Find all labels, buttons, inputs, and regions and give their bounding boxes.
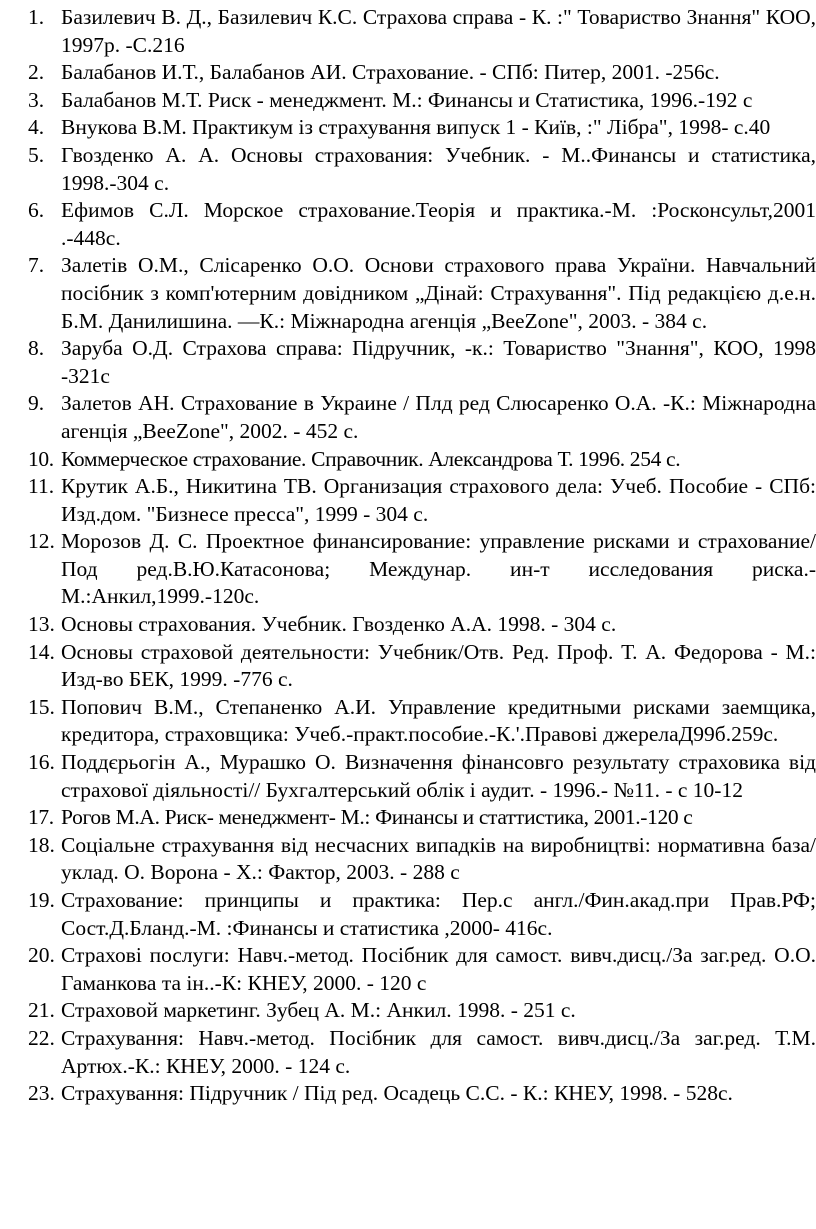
reference-number: 5. [28, 142, 45, 167]
reference-number: 22. [28, 1025, 55, 1050]
reference-number: 7. [28, 253, 45, 278]
reference-item [28, 87, 816, 115]
reference-text: Рогов М.А. Риск- менеджмент- М.: Финансы и статтистика, 2001.-120 с [61, 805, 693, 830]
reference-item [28, 997, 816, 1025]
reference-text: Балабанов М.Т. Риск - менеджмент. М.: Финансы и Статистика, 1996.-192 с [61, 87, 753, 112]
reference-item [28, 694, 816, 749]
reference-text: Морозов Д. С. Проектное финансирование: управление рисками и страхование/Под ред.В.Ю.Катасонова; Междунар. ин-т исследования риска.-М.:Анкил,1999.-120с. [61, 529, 816, 609]
reference-item [28, 446, 816, 474]
reference-item [28, 528, 816, 611]
reference-number: 11. [28, 474, 55, 499]
reference-item [28, 4, 816, 59]
reference-number: 2. [28, 60, 45, 85]
reference-item [28, 1080, 816, 1108]
reference-text: Страхование: принципы и практика: Пер.с англ./Фин.акад.при Прав.РФ; Сост.Д.Бланд.-М. :Финансы и статистика ,2000- 416с. [61, 888, 816, 940]
reference-text: Залетів О.М., Слісаренко О.О. Основи страхового права України. Навчальний посібник з комп'ютерним довідником „Дінай: Страхування". Під редакцією д.е.н. Б.М. Данилишина. —К.: Міжнародна агенція „BeeZone", 2003. - 384 с. [61, 253, 816, 333]
reference-item [28, 942, 816, 997]
reference-text: Коммерческое страхование. Справочник. Александрова Т. 1996. 254 с. [61, 446, 681, 471]
reference-number: 8. [28, 336, 45, 361]
reference-text: Соціальне страхування від несчасних випадків на виробництві: нормативна база/ уклад. О. Ворона - Х.: Фактор, 2003. - 288 с [61, 832, 816, 885]
reference-item [28, 611, 816, 639]
reference-text: Основы страхования. Учебник. Гвозденко А.А. 1998. - 304 с. [61, 612, 617, 637]
reference-number: 20. [28, 943, 55, 968]
reference-text: Гвозденко А. А. Основы страхования: Учебник. - М..Финансы и статистика, 1998.-304 с. [61, 142, 816, 195]
reference-number: 19. [28, 888, 55, 912]
reference-text: Ефимов С.Л. Морское страхование.Теорія и практика.-М. :Росконсульт,2001 .-448с. [61, 198, 816, 250]
reference-text: Крутик А.Б., Никитина ТВ. Организация страхового дела: Учеб. Пособие - СПб: Изд.дом. "Бизнесе пресса", 1999 - 304 с. [61, 474, 816, 526]
reference-number: 3. [28, 87, 45, 112]
reference-number: 23. [28, 1081, 55, 1106]
reference-text: Балабанов И.Т., Балабанов АИ. Страхование. - СПб: Питер, 2001. -256с. [61, 60, 720, 85]
reference-text: Страховой маркетинг. Зубец А. М.: Анкил. 1998. - 251 с. [61, 998, 576, 1023]
reference-number: 1. [28, 5, 45, 29]
reference-text: Поддєрьогін А., Мурашко О. Визначення фінансовго результату страховика від страхової діяльності// Бухгалтерський облік і аудит. - 1996.- №11. - с 10-12 [61, 750, 816, 802]
reference-number: 21. [28, 998, 55, 1023]
reference-number: 12. [28, 529, 55, 554]
reference-text: Основы страховой деятельности: Учебник/Отв. Ред. Проф. Т. А. Федорова - М.: Изд-во БЕК, 1999. -776 с. [61, 639, 816, 692]
reference-item [28, 390, 816, 445]
reference-number: 18. [28, 832, 55, 857]
reference-item [28, 197, 816, 252]
reference-number: 15. [28, 694, 55, 719]
reference-item [28, 832, 816, 887]
reference-item [28, 749, 816, 804]
reference-text: Страхові послуги: Навч.-метод. Посібник для самост. вивч.дисц./За заг.ред. О.О. Гаманкова та ін..-К: КНЕУ, 2000. - 120 с [61, 943, 816, 995]
reference-number: 4. [28, 115, 45, 140]
reference-item [28, 252, 816, 335]
reference-number: 14. [28, 639, 55, 664]
reference-text: Базилевич В. Д., Базилевич К.С. Страхова справа - К. :" Товариство Знання" КОО, 1997р. -С.216 [61, 5, 816, 57]
reference-item [28, 887, 816, 942]
reference-number: 17. [28, 805, 54, 830]
reference-item [28, 639, 816, 694]
reference-item [28, 114, 816, 142]
reference-item [28, 59, 816, 87]
reference-text: Страхування: Підручник / Під ред. Осадець С.С. - К.: КНЕУ, 1998. - 528с. [61, 1081, 733, 1106]
reference-number: 6. [28, 198, 45, 223]
reference-item [28, 142, 816, 197]
reference-item [28, 473, 816, 528]
reference-number: 13. [28, 612, 55, 637]
reference-item [28, 335, 816, 390]
reference-number: 16. [28, 750, 55, 775]
reference-text: Заруба О.Д. Страхова справа: Підручник, -к.: Товариство "Знання", КОО, 1998 -321с [61, 336, 816, 388]
reference-number: 10. [28, 446, 54, 471]
reference-item [28, 1025, 816, 1080]
reference-item [28, 804, 816, 832]
reference-text: Залетов АН. Страхование в Украине / Плд ред Слюсаренко О.А. -К.: Міжнародна агенція „BeeZone", 2002. - 452 с. [61, 391, 816, 443]
reference-number: 9. [28, 391, 45, 416]
reference-text: Страхування: Навч.-метод. Посібник для самост. вивч.дисц./За заг.ред. Т.М. Артюх.-К.: КНЕУ, 2000. - 124 с. [61, 1025, 816, 1078]
reference-text: Внукова В.М. Практикум із страхування випуск 1 - Київ, :" Лібра", 1998- с.40 [61, 115, 771, 140]
reference-text: Попович В.М., Степаненко А.И. Управление кредитными рисками заемщика, кредитора, страховщика: Учеб.-практ.пособие.-К.'.Правові джерелаД99б.259с. [61, 694, 816, 747]
reference-list [28, 4, 816, 1108]
